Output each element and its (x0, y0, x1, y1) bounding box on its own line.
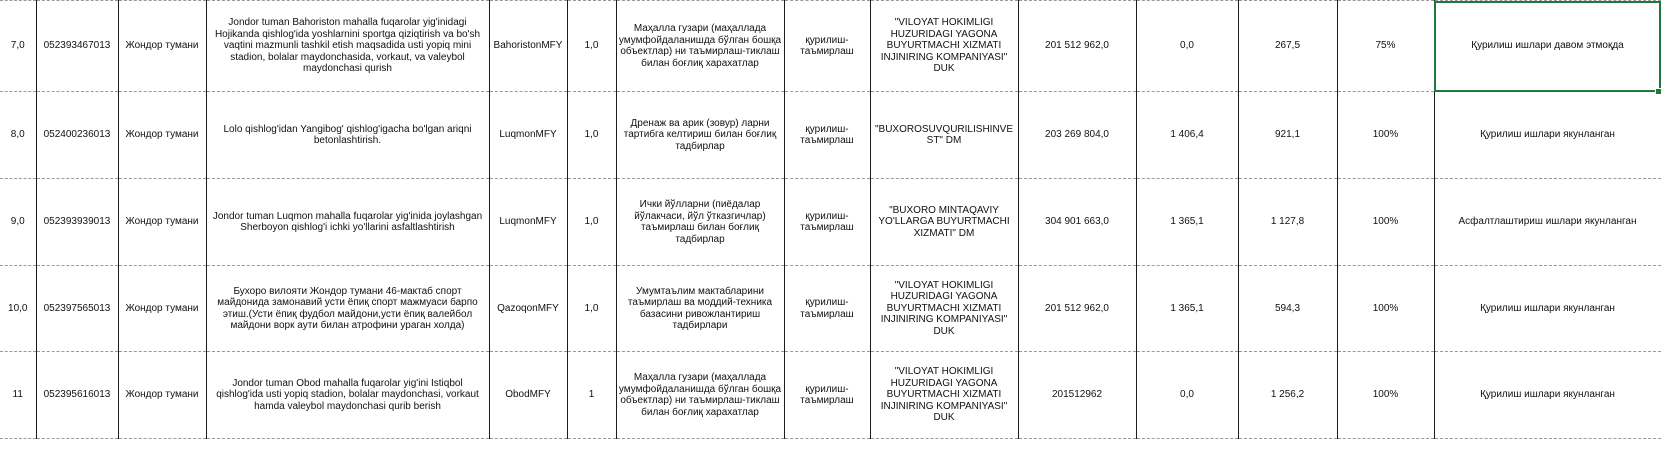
quantity-cell[interactable]: 1,0 (567, 179, 616, 266)
quantity-cell[interactable]: 1,0 (567, 1, 616, 92)
quantity-cell[interactable]: 1,0 (567, 266, 616, 352)
amount-cell[interactable]: 201 512 962,0 (1018, 1, 1136, 92)
project-code-cell[interactable]: 052397565013 (36, 266, 118, 352)
value-1-cell[interactable]: 1 365,1 (1136, 179, 1238, 266)
description-cell[interactable]: Jondor tuman Bahoriston mahalla fuqarolar yig'inidagi Hojikanda qishlog'ida yoshlarnini sportga qiziqtirish va bo'sh vaqtini mazmunli tashkil etish maqsadida usti yopiq mini stadion, bolalar maydonchasida, vorkaut, va valeybol maydonchasi qurish (206, 1, 489, 92)
description-cell[interactable]: Jondor tuman Obod mahalla fuqarolar yig'ini Istiqbol qishlog'ida usti yopiq stadion, bolalar maydonchasi, vorkaut hamda valeybol maydonchasi qurib berish (206, 352, 489, 439)
category-cell[interactable]: Умумтаълим мактабларини таъмирлаш ва моддий-техника базасини ривожлантириш тадбирлари (616, 266, 784, 352)
work-type-cell[interactable]: қурилиш-таъмирлаш (784, 1, 870, 92)
percent-cell[interactable]: 75% (1337, 1, 1434, 92)
work-type-cell[interactable]: қурилиш-таъмирлаш (784, 92, 870, 179)
category-cell[interactable]: Маҳалла гузари (маҳаллада умумфойдаланишда бўлган бошқа объектлар) ни таъмирлаш-тиклаш билан боғлиқ харахатлар (616, 1, 784, 92)
percent-cell[interactable]: 100% (1337, 179, 1434, 266)
contractor-cell[interactable]: "VILOYAT HOKIMLIGI HUZURIDAGI YAGONA BUYURTMACHI XIZMATI INJINIRING KOMPANIYASI" DUK (870, 352, 1018, 439)
mfy-cell[interactable]: LuqmonMFY (489, 92, 567, 179)
percent-cell[interactable]: 100% (1337, 352, 1434, 439)
project-code-cell[interactable]: 052400236013 (36, 92, 118, 179)
value-2-cell[interactable]: 921,1 (1238, 92, 1337, 179)
contractor-cell[interactable]: "VILOYAT HOKIMLIGI HUZURIDAGI YAGONA BUYURTMACHI XIZMATI INJINIRING KOMPANIYASI" DUK (870, 266, 1018, 352)
district-cell[interactable]: Жондор тумани (118, 352, 206, 439)
value-2-cell[interactable]: 594,3 (1238, 266, 1337, 352)
value-2-cell[interactable]: 267,5 (1238, 1, 1337, 92)
row-number-cell[interactable]: 7,0 (0, 1, 36, 92)
mfy-cell[interactable]: LuqmonMFY (489, 179, 567, 266)
contractor-cell[interactable]: "BUXOROSUVQURILISHINVEST" DM (870, 92, 1018, 179)
amount-cell[interactable]: 201512962 (1018, 352, 1136, 439)
work-type-cell[interactable]: қурилиш-таъмирлаш (784, 179, 870, 266)
category-cell[interactable]: Маҳалла гузари (маҳаллада умумфойдаланишда бўлган бошқа объектлар) ни таъмирлаш-тиклаш билан боғлиқ харахатлар (616, 352, 784, 439)
description-cell[interactable]: Бухоро вилояти Жондор тумани 46-мактаб спорт майдонида замонавий усти ёпиқ спорт мажмуаси барпо этиш.(Усти ёпиқ фудбол майдони,усти ёпиқ валейбол майдони ворк аути билан атрофини ураган холда) (206, 266, 489, 352)
amount-cell[interactable]: 304 901 663,0 (1018, 179, 1136, 266)
row-number-cell[interactable]: 10,0 (0, 266, 36, 352)
table-row (0, 1, 1661, 92)
project-code-cell[interactable]: 052395616013 (36, 352, 118, 439)
category-cell[interactable]: Дренаж ва арик (зовур) ларни тартибга келтириш билан боғлиқ тадбирлар (616, 92, 784, 179)
row-number-cell[interactable]: 8,0 (0, 92, 36, 179)
project-code-cell[interactable]: 052393939013 (36, 179, 118, 266)
district-cell[interactable]: Жондор тумани (118, 179, 206, 266)
amount-cell[interactable]: 203 269 804,0 (1018, 92, 1136, 179)
value-1-cell[interactable]: 1 406,4 (1136, 92, 1238, 179)
table-row (0, 266, 1661, 352)
contractor-cell[interactable]: "VILOYAT HOKIMLIGI HUZURIDAGI YAGONA BUYURTMACHI XIZMATI INJINIRING KOMPANIYASI" DUK (870, 1, 1018, 92)
status-cell-selected[interactable]: Қурилиш ишлари давом этмоқда (1434, 1, 1661, 92)
mfy-cell[interactable]: BahoristonMFY (489, 1, 567, 92)
description-cell[interactable]: Lolo qishlog'idan Yangibog' qishlog'igacha bo'lgan ariqni betonlashtirish. (206, 92, 489, 179)
work-type-cell[interactable]: қурилиш-таъмирлаш (784, 266, 870, 352)
district-cell[interactable]: Жондор тумани (118, 266, 206, 352)
value-1-cell[interactable]: 0,0 (1136, 1, 1238, 92)
description-cell[interactable]: Jondor tuman Luqmon mahalla fuqarolar yig'inida joylashgan Sherboyon qishlog'i ichki yo'llarini asfaltlashtirish (206, 179, 489, 266)
value-2-cell[interactable]: 1 256,2 (1238, 352, 1337, 439)
district-cell[interactable]: Жондор тумани (118, 92, 206, 179)
status-cell[interactable]: Қурилиш ишлари якунланган (1434, 266, 1661, 352)
percent-cell[interactable]: 100% (1337, 266, 1434, 352)
value-1-cell[interactable]: 1 365,1 (1136, 266, 1238, 352)
district-cell[interactable]: Жондор тумани (118, 1, 206, 92)
mfy-cell[interactable]: ObodMFY (489, 352, 567, 439)
percent-cell[interactable]: 100% (1337, 92, 1434, 179)
row-number-cell[interactable]: 11 (0, 352, 36, 439)
fill-handle[interactable] (1655, 88, 1661, 95)
work-type-cell[interactable]: қурилиш-таъмирлаш (784, 352, 870, 439)
mfy-cell[interactable]: QazoqonMFY (489, 266, 567, 352)
table-row (0, 179, 1661, 266)
row-number-cell[interactable]: 9,0 (0, 179, 36, 266)
project-code-cell[interactable]: 052393467013 (36, 1, 118, 92)
value-1-cell[interactable]: 0,0 (1136, 352, 1238, 439)
value-2-cell[interactable]: 1 127,8 (1238, 179, 1337, 266)
status-cell[interactable]: Қурилиш ишлари якунланган (1434, 352, 1661, 439)
amount-cell[interactable]: 201 512 962,0 (1018, 266, 1136, 352)
category-cell[interactable]: Ички йўлларни (пиёдалар йўлакчаси, йўл ўтказгичлар) таъмирлаш билан боғлиқ тадбирлар (616, 179, 784, 266)
table-row (0, 352, 1661, 439)
status-cell[interactable]: Асфалтлаштириш ишлари якунланган (1434, 179, 1661, 266)
quantity-cell[interactable]: 1,0 (567, 92, 616, 179)
status-cell[interactable]: Қурилиш ишлари якунланган (1434, 92, 1661, 179)
contractor-cell[interactable]: "BUXORO MINTAQAVIY YO'LLARGA BUYURTMACHI XIZMATI" DM (870, 179, 1018, 266)
quantity-cell[interactable]: 1 (567, 352, 616, 439)
table-row (0, 92, 1661, 179)
